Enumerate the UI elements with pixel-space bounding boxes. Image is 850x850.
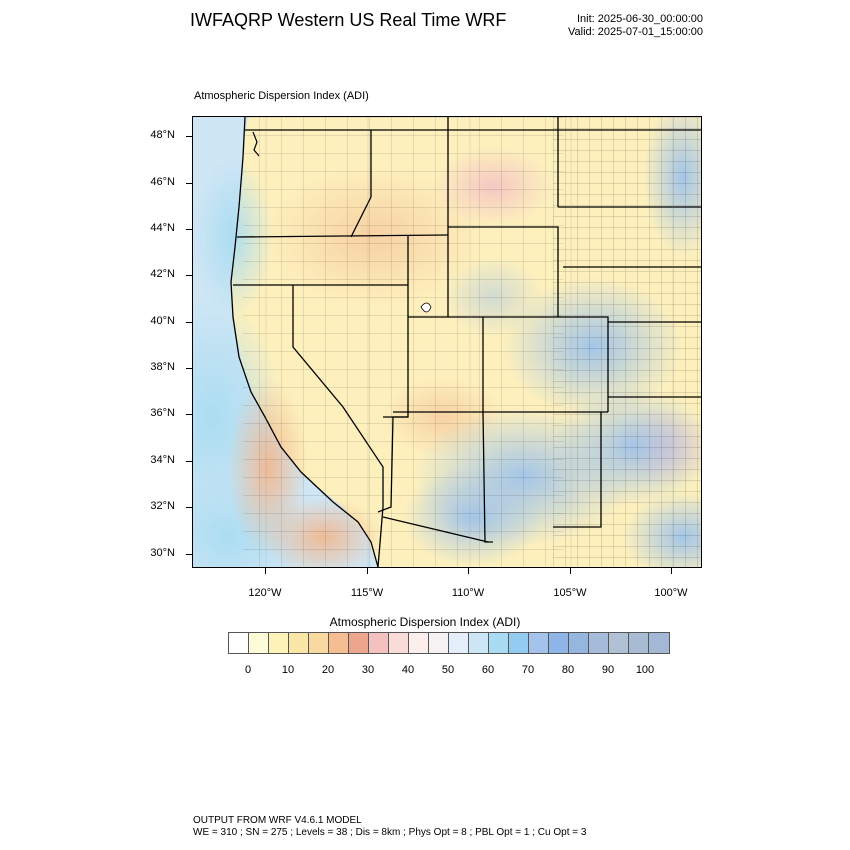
legend-swatch: [489, 633, 509, 653]
lat-tick: [186, 322, 192, 323]
legend-label: 60: [481, 664, 495, 676]
legend-swatch: [289, 633, 309, 653]
legend-swatch: [409, 633, 429, 653]
lon-tick: [265, 568, 266, 574]
model-config: WE = 310 ; SN = 275 ; Levels = 38 ; Dis = 8km ; Phys Opt = 8 ; PBL Opt = 1 ; Cu Opt = 3: [193, 827, 587, 838]
lat-tick: [186, 368, 192, 369]
legend-label: 90: [601, 664, 615, 676]
lat-tick: [186, 183, 192, 184]
lon-tick: [570, 568, 571, 574]
model-info: OUTPUT FROM WRF V4.6.1 MODEL: [193, 815, 362, 826]
legend-label: 0: [244, 664, 252, 676]
legend-label: 20: [321, 664, 335, 676]
legend-label: 40: [401, 664, 415, 676]
legend-swatch: [249, 633, 269, 653]
lon-label: 100°W: [654, 587, 688, 599]
lat-label: 40°N: [150, 315, 175, 327]
lon-tick: [671, 568, 672, 574]
legend-swatch: [509, 633, 529, 653]
legend-swatch: [269, 633, 289, 653]
lon-label: 110°W: [451, 587, 485, 599]
legend-label: 100: [635, 664, 655, 676]
legend-swatch: [229, 633, 249, 653]
legend-swatch: [649, 633, 669, 653]
legend-swatch: [429, 633, 449, 653]
legend-swatch: [329, 633, 349, 653]
lat-tick: [186, 461, 192, 462]
run-info: [568, 13, 703, 39]
lon-label: 120°W: [248, 587, 282, 599]
map-panel: [192, 116, 702, 568]
lat-tick: [186, 229, 192, 230]
legend-label: 70: [521, 664, 535, 676]
legend-label: 10: [281, 664, 295, 676]
lat-label: 42°N: [150, 268, 175, 280]
legend-swatch: [569, 633, 589, 653]
lat-label: 46°N: [150, 176, 175, 188]
lon-tick: [367, 568, 368, 574]
legend-swatch: [609, 633, 629, 653]
lat-label: 36°N: [150, 407, 175, 419]
lat-label: 38°N: [150, 361, 175, 373]
legend-label: 80: [561, 664, 575, 676]
map-subtitle: Atmospheric Dispersion Index (ADI): [194, 90, 369, 102]
legend-swatch: [369, 633, 389, 653]
lon-label: 115°W: [350, 587, 384, 599]
legend-swatch: [389, 633, 409, 653]
lon-label: 105°W: [553, 587, 587, 599]
lat-tick: [186, 554, 192, 555]
lat-tick: [186, 136, 192, 137]
init-time: Init: 2025-06-30_00:00:00: [577, 13, 703, 25]
legend-label: 50: [441, 664, 455, 676]
lat-tick: [186, 507, 192, 508]
lon-tick: [468, 568, 469, 574]
lat-label: 48°N: [150, 129, 175, 141]
adi-map: [193, 117, 701, 567]
lat-label: 30°N: [150, 547, 175, 559]
legend-swatch: [449, 633, 469, 653]
legend-swatch: [309, 633, 329, 653]
legend-swatch: [529, 633, 549, 653]
legend-title: Atmospheric Dispersion Index (ADI): [329, 615, 521, 629]
color-legend: [228, 632, 670, 654]
valid-time: Valid: 2025-07-01_15:00:00: [568, 26, 703, 38]
legend-swatch: [349, 633, 369, 653]
legend-swatch: [469, 633, 489, 653]
page-title: IWFAQRP Western US Real Time WRF: [190, 10, 507, 30]
lat-tick: [186, 275, 192, 276]
lat-label: 34°N: [150, 454, 175, 466]
lat-label: 44°N: [150, 222, 175, 234]
lat-tick: [186, 414, 192, 415]
legend-swatch: [629, 633, 649, 653]
legend-label: 30: [361, 664, 375, 676]
legend-swatch: [589, 633, 609, 653]
legend-swatch: [549, 633, 569, 653]
lat-label: 32°N: [150, 500, 175, 512]
